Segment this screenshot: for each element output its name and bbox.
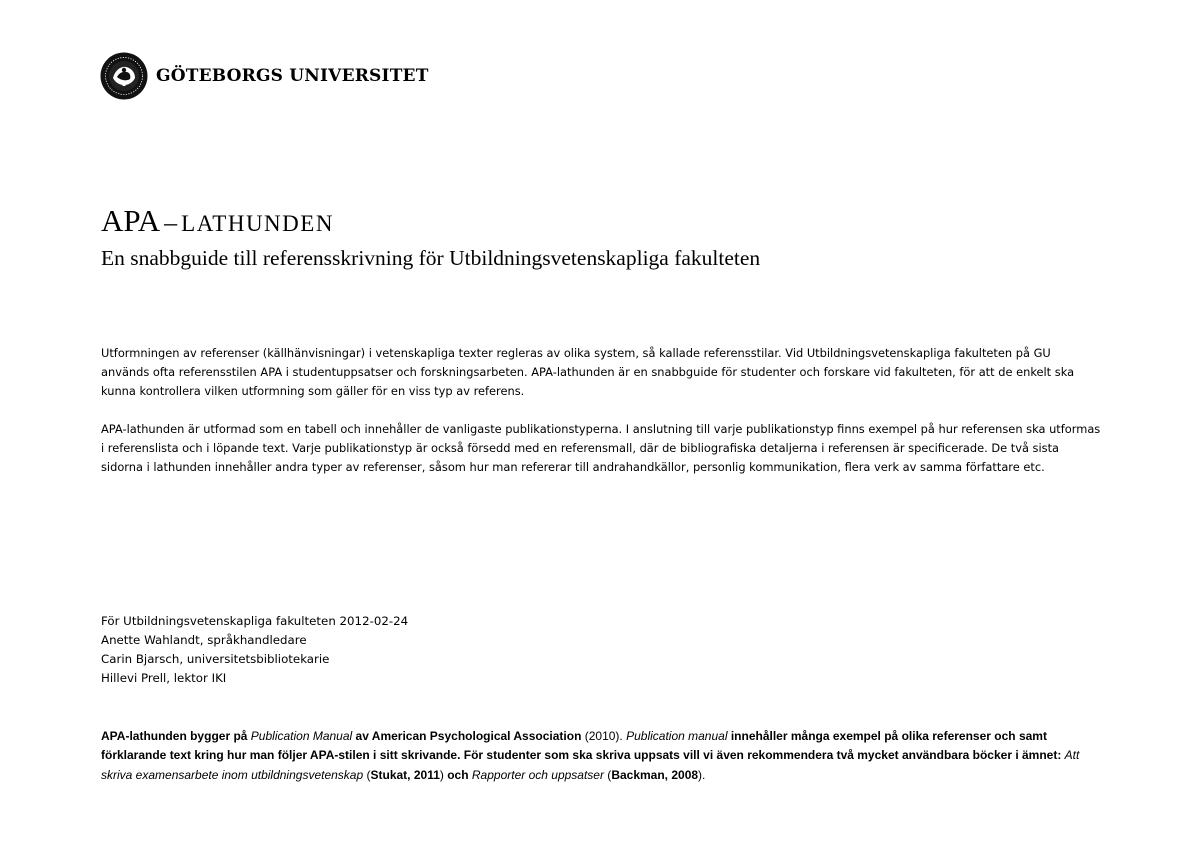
title-sub: LATHUNDEN (181, 211, 334, 236)
credits-author: Carin Bjarsch, universitetsbibliotekarie (101, 652, 330, 666)
note-title: Publication Manual (250, 729, 353, 743)
note-text: ). (698, 767, 706, 782)
credits-block (101, 612, 408, 688)
note-text: ( (363, 767, 371, 782)
credits-faculty-date: För Utbildningsvetenskapliga fakulteten 2012-02-24 (101, 614, 409, 628)
university-seal-icon (100, 52, 148, 100)
note-text: ) (439, 767, 448, 782)
note-title: Att skriva examensarbete inom utbildningsvetenskap (101, 748, 1080, 782)
note-text: innehåller många exempel på olika referenser och samt förklarande text kring hur man följer APA-stilen i sitt skrivande. För studenter som ska skriva uppsats vill vi även rekommendera två mycket användbara böcker i ämnet: (101, 729, 1065, 763)
title-main: APA (101, 203, 161, 238)
note-text: och (447, 767, 472, 782)
title-dash: – (164, 208, 178, 237)
page-subtitle: En snabbguide till referensskrivning för Utbildningsvetenskapliga fakulteten (101, 246, 761, 270)
university-logo (100, 52, 429, 100)
note-text: (2010). (584, 729, 627, 743)
credits-author: Hillevi Prell, lektor IKI (101, 671, 227, 685)
note-text: av American Psychological Association (352, 729, 585, 743)
note-citation: Stukat, 2011 (370, 767, 440, 782)
note-citation: Backman, 2008 (611, 767, 699, 782)
university-name: GÖTEBORGS UNIVERSITET (156, 66, 429, 86)
description-paragraph: APA-lathunden är utformad som en tabell och innehåller de vanligaste publikationstyperna. I anslutning till varje publikationstyp finns exempel på hur referensen ska utformas i referenslista och i löpande text. Varje publikationstyp är också försedd med en referensmall, där de bibliografiska detaljerna i referensen är specificerade. De två sista sidorna i lathunden innehåller andra typer av referenser, såsom hur man refererar till andrahandkällor, personlig kommunikation, flera verk av samma författare etc. (101, 422, 1101, 475)
credits-author: Anette Wahlandt, språkhandledare (101, 633, 307, 647)
source-note (101, 727, 1101, 785)
note-title: Publication manual (626, 729, 728, 743)
note-text: APA-lathunden bygger på (101, 729, 251, 743)
note-text: ( (603, 767, 612, 782)
intro-paragraph: Utformningen av referenser (källhänvisningar) i vetenskapliga texter regleras av olika system, så kallade referensstilar. Vid Utbildningsvetenskapliga fakulteten på GU används ofta referensstilen APA i studentuppsatser och forskningsarbeten. APA-lathunden är en snabbguide för studenter och forskare vid fakulteten, för att de enkelt ska kunna kontrollera vilken utformning som gäller för en viss typ av referens. (101, 346, 1075, 399)
page-title (101, 203, 334, 242)
note-title: Rapporter och uppsatser (471, 767, 604, 782)
